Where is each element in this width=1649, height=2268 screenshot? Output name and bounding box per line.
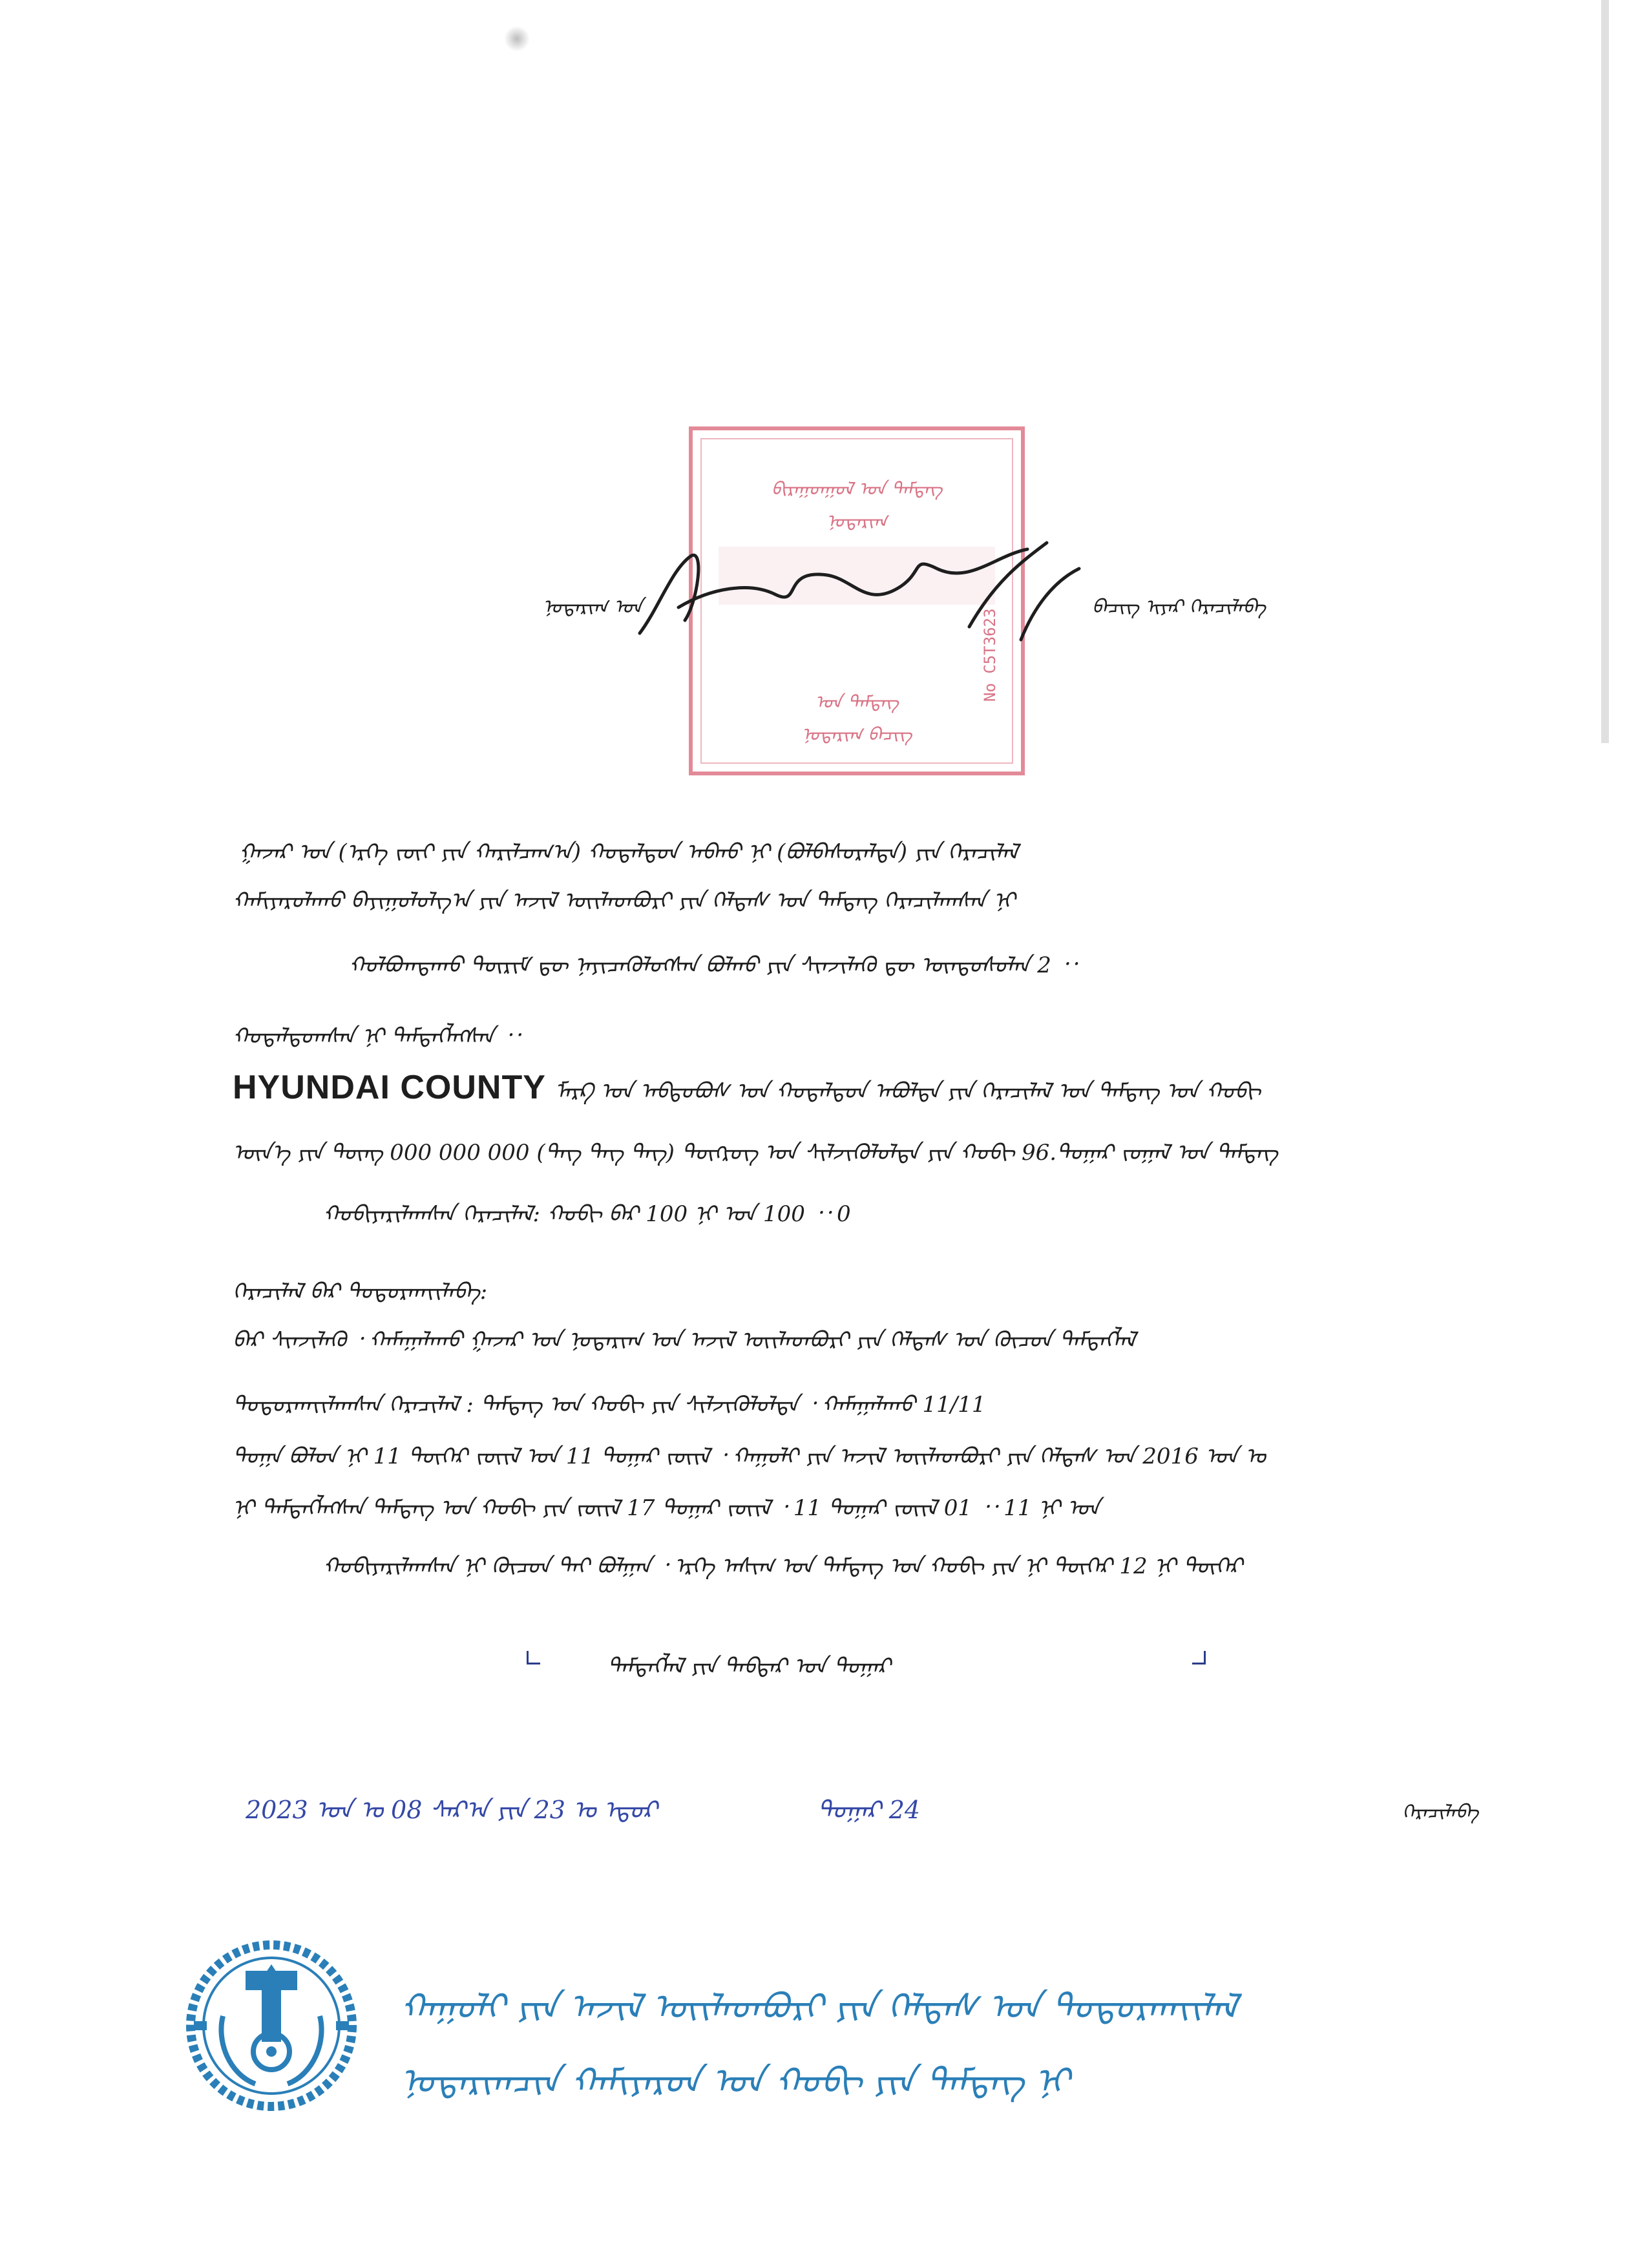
- paragraph-3-line-1-rest: ᠮᠠᠷᠺ ᠤᠨ ᠠᠪᠲᠣᠪᠦᠰ ᠤᠨ ᠬᠤᠳᠠᠯᠳᠤᠨ ᠠᠪᠤᠯᠲᠠ ᠶᠢᠨ ᠭᠡᠷᠡᠴᠢᠯᠡᠯ ᠤᠨ ᠲᠡᠮᠳᠡᠭ ᠤᠨ ᠬᠤᠪᠢ: [554, 1078, 1261, 1104]
- footer-line-2: ᠨᠣᠲᠠᠷᠢᠬᠴᠢᠨ ᠬᠠᠮᠢᠶᠠᠷᠤᠨ ᠤᠨ ᠬᠤᠪᠢ ᠶᠢᠨ ᠲᠡᠮᠳᠡᠭ ᠨᠢ: [401, 2061, 1070, 2101]
- registry-line: ᠲᠡᠮᠳᠡᠭᠯᠡᠯ ᠶᠢᠨ ᠳᠡᠪᠲᠡᠷ ᠤᠨ ᠳᠤᠭᠠᠷ: [607, 1654, 891, 1679]
- paragraph-4-line-3: ᠲᠣᠭᠠ ᠪᠣᠯᠤᠨ ᠨᠢ 11 ᠳᠦᠭᠡᠷ ᠵᠦᠢᠯ ᠤᠨ 11 ᠳᠤᠭᠠᠷ ᠵᠦᠢᠯ ᠂ ᠬᠠᠭᠤᠯᠢ ᠶᠢᠨ ᠠᠵᠢᠯ ᠦᠢᠯᠡᠳᠪᠦᠷᠢ ᠶᠢᠨ ᠬᠡᠯᠲᠡᠰ ᠤᠨ 2016 ᠣᠨ ᠤ: [233, 1444, 1266, 1469]
- paragraph-4-line-2: ᠲᠣᠳᠤᠷᠬᠠᠶ᠋ᠢᠯᠠᠭᠰᠠᠨ ᠭᠡᠷᠡᠴᠢᠯᠡᠯ : ᠲᠡᠮᠳᠡᠭ ᠤᠨ ᠬᠤᠪᠢ ᠶᠢᠨ ᠰᠢᠯᠵᠢᠭᠦᠯᠦᠯᠲᠡ ᠂ ᠬᠠᠮᠠᠭᠠᠯᠠᠬᠤ 11/11: [233, 1392, 986, 1418]
- scan-mark: [504, 26, 530, 52]
- paragraph-3-line-2: ᠦᠨ᠎ᠡ ᠶᠢᠨ ᠳᠦᠩ 000 000 000 (ᠲᠡᠭ ᠲᠡᠭ ᠲᠡᠭ) ᠲᠦᠭᠷᠦᠭ ᠤᠨ ᠰᠢᠯᠵᠢᠭᠦᠯᠦᠯᠲᠡ ᠶᠢᠨ ᠬᠤᠪᠢ 96.ᠳᠤᠭᠠᠷ ᠵᠤᠭᠠᠯ ᠤᠨ ᠲᠡᠮᠳᠡᠭ: [233, 1140, 1278, 1166]
- footer-line-1: ᠬᠠᠭᠤᠯᠢ ᠶᠢᠨ ᠠᠵᠢᠯ ᠦᠢᠯᠡᠳᠪᠦᠷᠢ ᠶᠢᠨ ᠬᠡᠯᠲᠡᠰ ᠤᠨ ᠲᠣᠳᠤᠷᠬᠠᠶ᠋ᠢᠯᠠᠯ: [401, 1986, 1238, 2027]
- paragraph-3-line-1: [233, 1066, 1261, 1107]
- date-line: 2023 ᠣᠨ ᠤ 08 ᠰᠠᠷ᠎ᠠ ᠶᠢᠨ 23 ᠤ ᠡᠳᠦᠷ: [246, 1796, 658, 1824]
- stamp-line-2: ᠨᠣᠲᠠᠷᠢᠬ: [826, 510, 887, 532]
- stamp-line-1: ᠪᠢᠷᠠᠭᠤᠨᠭᠤᠯ ᠤᠨ ᠲᠡᠮᠳᠡᠭ: [771, 478, 943, 499]
- stamp-number: No C5T3623: [981, 608, 999, 702]
- date-line-sign: ᠭᠡᠷᠡᠴᠢᠯᠡᠪᠡ: [1402, 1801, 1479, 1823]
- scan-edge: [1601, 0, 1609, 743]
- paragraph-4-line-1: ᠪᠠᠷ ᠰᠢᠨᠵᠢᠯᠡᠬᠦ ᠂ ᠬᠠᠮᠠᠭᠠᠯᠠᠬᠤ ᠭᠠᠵᠠᠷ ᠤᠨ ᠨᠣᠲᠠᠷᠢᠬ ᠤᠨ ᠠᠵᠢᠯ ᠦᠢᠯᠡᠳᠪᠦᠷᠢ ᠶᠢᠨ ᠬᠡᠯᠲᠡᠰ ᠤᠨ ᠬᠦᠴᠦᠨ ᠲᠡᠮᠳᠡᠭᠯᠡᠯ: [233, 1327, 1136, 1353]
- state-emblem-icon: [184, 1938, 359, 2113]
- paragraph-1-line-2: ᠬᠠᠮᠢᠶᠠᠷᠤᠯᠠᠬᠤ ᠪᠠᠶᠢᠭᠤᠯᠤᠯᠭ᠎ᠠ ᠶᠢᠨ ᠠᠵᠢᠯ ᠦᠢᠯᠡᠳᠪᠦᠷᠢ ᠶᠢᠨ ᠬᠡᠯᠲᠡᠰ ᠤᠨ ᠲᠡᠮᠳᠡᠭ ᠭᠡᠷᠡᠴᠢᠯᠡᠭ᠍ᠰᠡᠨ ᠨᠢ: [233, 888, 1016, 914]
- handwritten-signature: [633, 530, 1098, 659]
- signature-line-right: ᠪᠡᠴᠢᠭ ᠢᠶᠡᠷ ᠭᠡᠷᠡᠴᠢᠯᠡᠪᠡ: [1092, 596, 1266, 618]
- paragraph-2: ᠬᠤᠳᠠᠯᠳᠤᠭᠰᠠᠨ ᠨᠢ ᠲᠡᠮᠳᠡᠭᠯᠡᠭᠰᠡᠨ ᠂᠂: [233, 1024, 520, 1049]
- paragraph-4-heading: ᠭᠡᠷᠡᠴᠢᠯᠡᠯ ᠪᠠᠷ ᠲᠣᠳᠤᠷᠬᠠᠶ᠋ᠢᠯᠠᠪᠠ:: [233, 1279, 488, 1305]
- paragraph-1-line-1: ᠭᠠᠵᠠᠷ ᠤᠨ (ᠡᠷᠬᠡ ᠵᠦᠢ ᠶᠢᠨ ᠬᠠᠷᠢᠯᠴᠠᠭ᠎ᠠ) ᠬᠤᠳᠠᠯᠳᠤᠨ ᠠᠪᠬᠤ ᠨᠢ (ᠪᠣᠯᠪᠠᠰᠤᠷᠠᠯᠲᠠ) ᠶᠢᠨ ᠭᠡᠷᠡᠴᠢᠯᠡᠯ: [239, 839, 1018, 865]
- signature-line-left: ᠨᠣᠲᠠᠷᠢᠬ ᠤᠨ: [543, 596, 643, 618]
- paragraph-4-line-4: ᠨᠢ ᠲᠡᠮᠳᠡᠭᠯᠡᠭᠰᠡᠨ ᠲᠡᠮᠳᠡᠭ ᠤᠨ ᠬᠤᠪᠢ ᠶᠢᠨ ᠵᠦᠢᠯ 17 ᠳᠤᠭᠠᠷ ᠵᠦᠢᠯ ᠂ 11 ᠳᠤᠭᠠᠷ ᠵᠦᠢᠯ 01 ᠂᠂ 11 ᠨᠢ ᠤᠨ: [233, 1495, 1100, 1521]
- stamp-line-4: ᠤᠨ ᠲᠡᠮᠳᠡᠭ: [815, 691, 899, 713]
- vehicle-model: HYUNDAI COUNTY: [233, 1069, 546, 1106]
- paragraph-3-line-3: ᠬᠤᠪᠢᠶᠠᠷᠢᠯᠠᠭᠰᠠᠨ ᠭᠡᠷᠡᠴᠢᠯᠡᠯ: ᠬᠤᠪᠢ ᠪᠠᠷ 100 ᠨᠢ ᠤᠨ 100 ᠂᠂ 0: [323, 1201, 851, 1227]
- registry-number: ᠳᠤᠭᠠᠷ 24: [817, 1796, 921, 1824]
- bracket-left: [527, 1651, 540, 1664]
- bracket-right: [1192, 1651, 1206, 1664]
- stamp-line-5: ᠨᠣᠲᠠᠷᠢᠬ ᠪᠡᠴᠢᠭ: [801, 724, 912, 745]
- paragraph-1-line-3: ᠬᠤᠯᠪᠤᠭᠳᠠᠬᠤ ᠳᠦᠷᠢᠮ ᠳᠦ ᠨᠡᠶᠢᠴᠡᠭᠦᠯᠦᠭᠰᠡᠨ ᠪᠣᠯᠬᠤ ᠶᠢᠨ ᠰᠢᠨᠵᠢᠯᠡᠬᠦ ᠳᠦ ᠦᠨᠳᠦᠰᠦᠯᠡᠨ 2 ᠂᠂: [349, 952, 1077, 978]
- paragraph-4-line-5: ᠬᠤᠪᠢᠶᠠᠷᠢᠯᠠᠭᠰᠠᠨ ᠨᠢ ᠬᠦᠴᠦᠨ ᠲᠡᠢ ᠪᠣᠯᠭᠠᠨ ᠂ ᠡᠷᠬᠡ ᠠᠰᠢᠭ ᠤᠨ ᠲᠡᠮᠳᠡᠭ ᠤᠨ ᠬᠤᠪᠢ ᠶᠢᠨ ᠨᠢ ᠳᠦᠭᠡᠷ 12 ᠨᠢ ᠳᠦᠭᠡᠷ: [323, 1553, 1243, 1579]
